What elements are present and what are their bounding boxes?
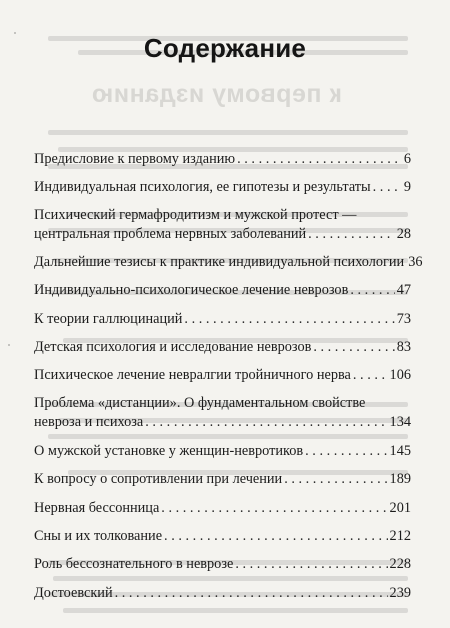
toc-page-number: 134 (389, 414, 411, 430)
toc-page-number: 28 (396, 226, 411, 242)
toc-entry-title: невроза и психоза (34, 414, 144, 430)
toc-line (34, 527, 411, 546)
toc-entry (34, 394, 411, 432)
toc-line (34, 310, 411, 329)
toc-line (34, 555, 411, 574)
toc-entry (34, 338, 411, 357)
toc-line (34, 470, 411, 489)
toc-entry (34, 527, 411, 546)
toc-page-number: 9 (403, 179, 411, 195)
toc-leader-dots (305, 442, 387, 461)
toc-entry (34, 310, 411, 329)
page-title: Содержание (143, 33, 307, 63)
toc-entry (34, 499, 411, 518)
toc-entry-title: Психический гермафродитизм и мужской протест — (34, 207, 357, 223)
toc-entry-title: Дальнейшие тезисы к практике индивидуальной психологии (34, 254, 405, 270)
toc-page-number: 6 (403, 151, 411, 167)
toc-leader-dots (308, 225, 395, 244)
toc-entry (34, 281, 411, 300)
toc-leader-dots (184, 310, 394, 329)
toc-line (34, 584, 411, 603)
toc-page-number: 106 (389, 367, 411, 383)
toc-page-number: 83 (396, 339, 411, 355)
toc-entry-title: Роль бессознательного в неврозе (34, 556, 234, 572)
toc-entry-title: Предисловие к первому изданию (34, 151, 236, 167)
toc-leader-dots (353, 366, 388, 385)
toc-page-number: 228 (389, 556, 411, 572)
toc-leader-dots (235, 555, 387, 574)
toc-leader-dots (373, 178, 402, 197)
table-of-contents (34, 150, 423, 620)
toc-entry-title: Проблема «дистанции». О фундаментальном свойстве (34, 395, 366, 411)
toc-leader-dots (350, 281, 394, 300)
toc-entry-title: Индивидуально-психологическое лечение неврозов (34, 282, 349, 298)
toc-leader-dots (313, 338, 394, 357)
toc-entry (34, 555, 411, 574)
toc-page-number: 212 (389, 528, 411, 544)
toc-entry-title: К теории галлюцинаций (34, 311, 183, 327)
toc-entry-title: Нервная бессонница (34, 500, 160, 516)
paper-speck (8, 344, 10, 346)
toc-leader-dots (284, 470, 387, 489)
toc-page-number: 201 (389, 500, 411, 516)
toc-leader-dots (161, 499, 387, 518)
toc-line (34, 150, 411, 169)
toc-entry (34, 470, 411, 489)
toc-leader-dots (115, 584, 388, 603)
toc-entry-title: Детская психология и исследование неврозов (34, 339, 312, 355)
toc-line (34, 178, 411, 197)
toc-page-number: 36 (408, 254, 423, 270)
toc-entry-title: Психическое лечение невралгии тройничного нерва (34, 367, 351, 383)
toc-line (34, 206, 411, 225)
toc-entry (34, 584, 411, 603)
toc-entry (34, 442, 411, 461)
toc-line (34, 442, 411, 461)
toc-line (34, 338, 411, 357)
toc-line (34, 394, 411, 413)
toc-entry-title: К вопросу о сопротивлении при лечении (34, 471, 283, 487)
toc-entry (34, 178, 411, 197)
toc-line (34, 499, 411, 518)
bleed-line (48, 130, 408, 135)
toc-entry-title: Индивидуальная психология, ее гипотезы и результаты (34, 179, 371, 195)
toc-line (34, 253, 423, 272)
toc-line (34, 413, 411, 432)
toc-entry (34, 253, 423, 272)
toc-entry (34, 366, 411, 385)
bleed-through-heading: к первому изданию (91, 80, 342, 108)
toc-page-number: 145 (389, 443, 411, 459)
toc-page-number: 189 (389, 471, 411, 487)
toc-page-number: 239 (389, 585, 411, 601)
toc-leader-dots (237, 150, 402, 169)
toc-line (34, 225, 411, 244)
toc-entry-title: Достоевский (34, 585, 113, 601)
toc-entry-title: центральная проблема нервных заболеваний (34, 226, 307, 242)
toc-entry (34, 206, 411, 244)
toc-page-number: 73 (396, 311, 411, 327)
toc-page-number: 47 (396, 282, 411, 298)
toc-entry-title: О мужской установке у женщин-невротиков (34, 443, 304, 459)
toc-line (34, 366, 411, 385)
toc-leader-dots (145, 413, 387, 432)
toc-entry (34, 150, 411, 169)
toc-leader-dots (164, 527, 388, 546)
toc-entry-title: Сны и их толкование (34, 528, 163, 544)
toc-line (34, 281, 411, 300)
